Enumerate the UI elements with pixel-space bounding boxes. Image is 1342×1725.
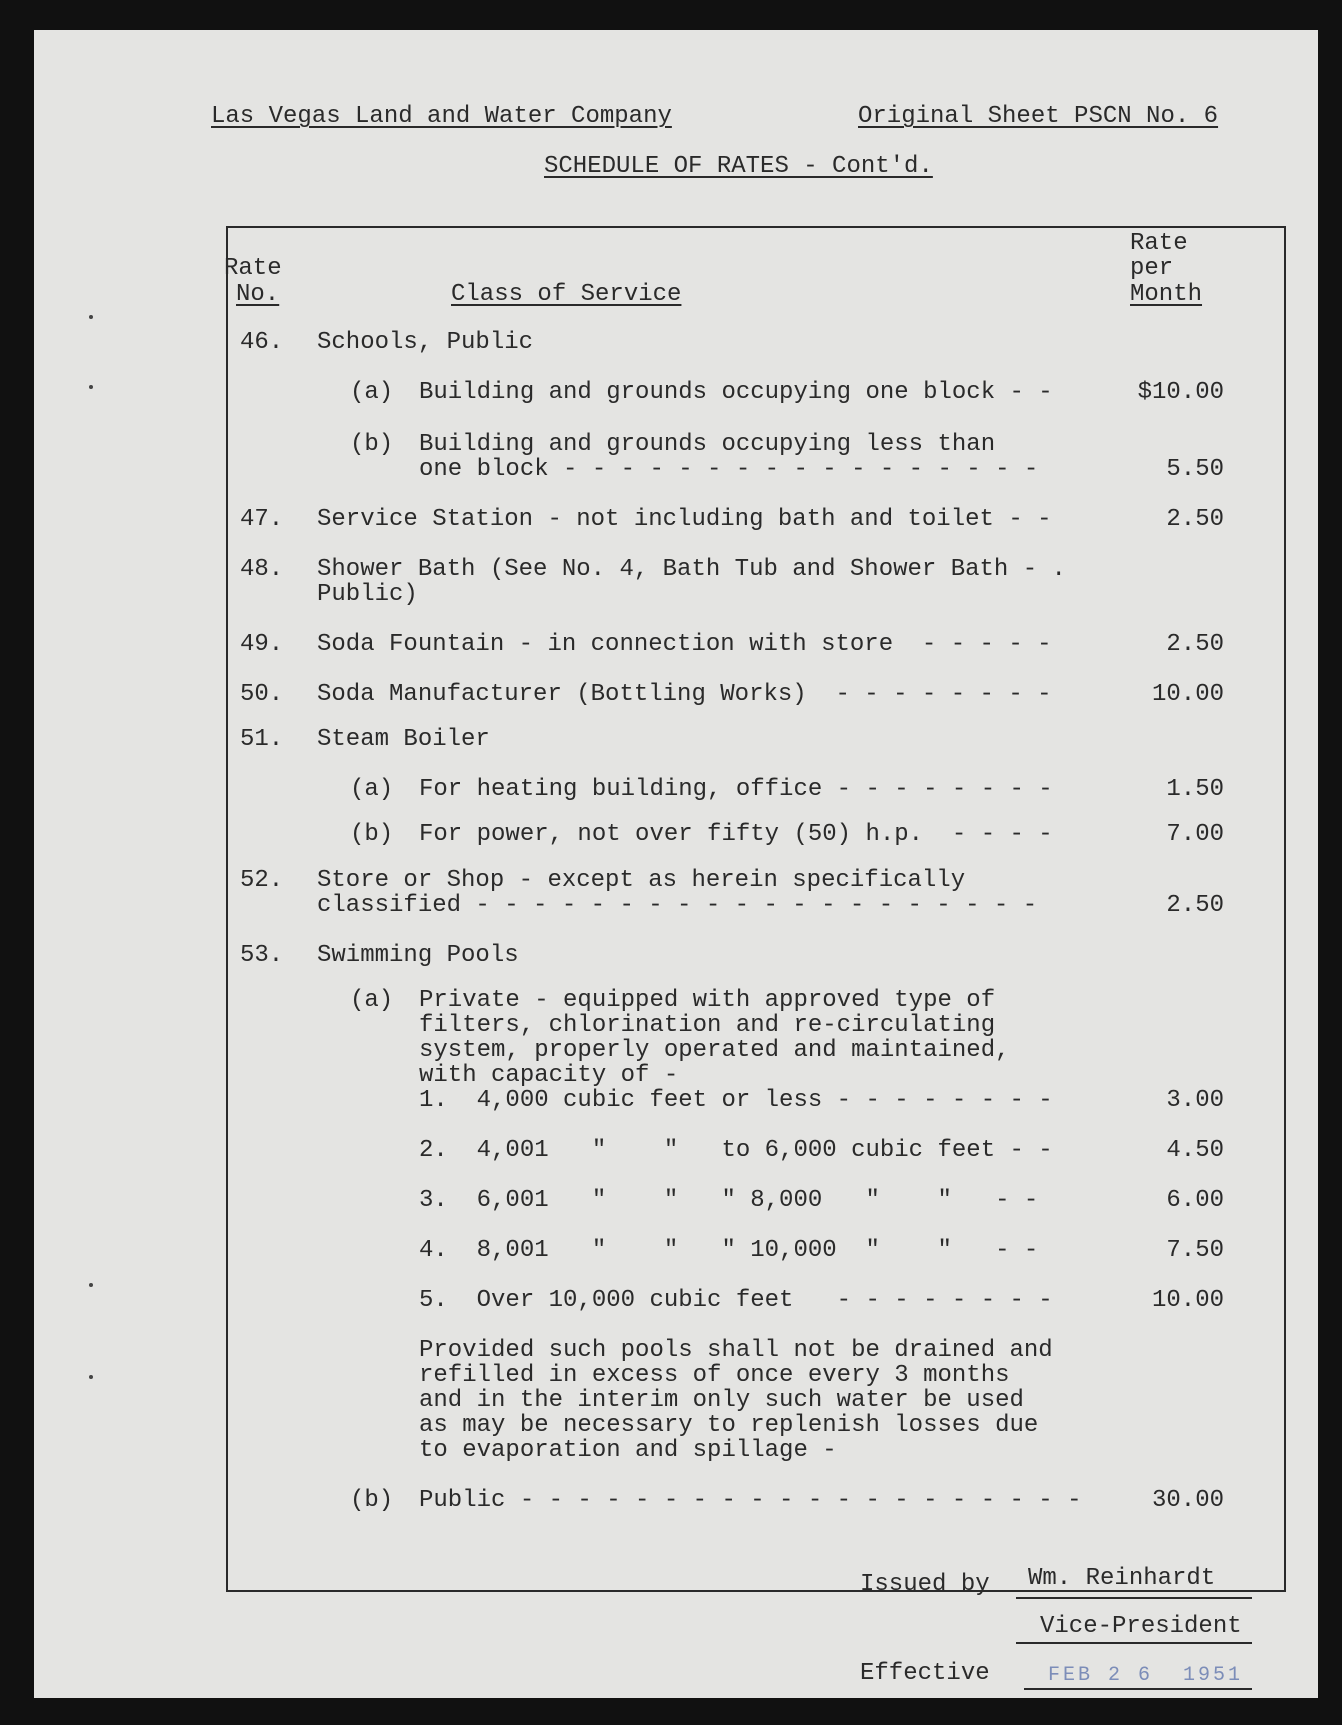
issuer-title: Vice-President xyxy=(1040,1613,1242,1640)
service-description: to evaporation and spillage - xyxy=(419,1437,837,1464)
effective-line xyxy=(1024,1688,1252,1690)
service-description: For heating building, office - - - - - - - - xyxy=(419,776,1053,803)
monthly-rate: 10.00 xyxy=(1151,681,1224,708)
service-description: Soda Fountain - in connection with store - - - - - xyxy=(317,631,1052,658)
service-description: and in the interim only such water be used xyxy=(419,1387,1024,1414)
sub-item-label: (a) xyxy=(350,776,394,803)
rate-number: 47. xyxy=(240,506,284,533)
service-description: refilled in excess of once every 3 months xyxy=(419,1362,1010,1389)
service-description: 3. 6,001 " " " 8,000 " " - - xyxy=(419,1187,1039,1214)
rate-number: 48. xyxy=(240,556,284,583)
company-name: Las Vegas Land and Water Company xyxy=(211,103,672,130)
sheet-number: Original Sheet PSCN No. 6 xyxy=(858,103,1219,130)
sub-item-label: (b) xyxy=(350,431,394,458)
rate-number: 46. xyxy=(240,329,284,356)
sub-item-label: (a) xyxy=(350,987,394,1014)
signature-line xyxy=(1016,1597,1252,1599)
service-description: For power, not over fifty (50) h.p. - - - - xyxy=(419,821,1053,848)
service-description: one block - - - - - - - - - - - - - - - - - xyxy=(419,456,1039,483)
issued-by-name: Wm. Reinhardt xyxy=(1028,1565,1216,1592)
document-title: SCHEDULE OF RATES - Cont'd. xyxy=(544,153,933,180)
monthly-rate: 4.50 xyxy=(1166,1137,1224,1164)
rate-number: 53. xyxy=(240,942,284,969)
service-description: Service Station - not including bath and toilet - - xyxy=(317,506,1052,533)
service-description: Public - - - - - - - - - - - - - - - - - - - - xyxy=(419,1487,1082,1514)
service-description: system, properly operated and maintained, xyxy=(419,1037,1010,1064)
service-description: Building and grounds occupying one block - - xyxy=(419,379,1053,406)
service-description: Public) xyxy=(317,581,418,608)
rate-number: 52. xyxy=(240,867,284,894)
service-description: Swimming Pools xyxy=(317,942,519,969)
service-description: Building and grounds occupying less than xyxy=(419,431,996,458)
service-description: as may be necessary to replenish losses due xyxy=(419,1412,1039,1439)
service-description: Shower Bath (See No. 4, Bath Tub and Shower Bath - . xyxy=(317,556,1066,583)
monthly-rate: 7.00 xyxy=(1166,821,1224,848)
service-description: Soda Manufacturer (Bottling Works) - - - - - - - - xyxy=(317,681,1052,708)
margin-dot xyxy=(89,385,93,389)
class-of-service-header: Class of Service xyxy=(451,281,682,308)
document-page xyxy=(34,30,1318,1698)
sub-item-label: (b) xyxy=(350,821,394,848)
rate-number: 49. xyxy=(240,631,284,658)
service-description: Private - equipped with approved type of xyxy=(419,987,996,1014)
service-description: with capacity of - xyxy=(419,1062,679,1089)
monthly-rate: 2.50 xyxy=(1166,631,1224,658)
rate-number: 50. xyxy=(240,681,284,708)
margin-dot xyxy=(89,1283,93,1287)
monthly-rate: 2.50 xyxy=(1166,892,1224,919)
effective-label: Effective xyxy=(860,1660,990,1687)
monthly-rate: 2.50 xyxy=(1166,506,1224,533)
rate-number: 51. xyxy=(240,726,284,753)
service-description: Provided such pools shall not be drained and xyxy=(419,1337,1053,1364)
service-description: Schools, Public xyxy=(317,329,534,356)
service-description: classified - - - - - - - - - - - - - - - - - - - - xyxy=(317,892,1038,919)
service-description: 2. 4,001 " " to 6,000 cubic feet - - xyxy=(419,1137,1053,1164)
monthly-rate: 7.50 xyxy=(1166,1237,1224,1264)
monthly-rate: 30.00 xyxy=(1151,1487,1224,1514)
effective-date-stamp: FEB 2 6 1951 xyxy=(1048,1664,1244,1687)
monthly-rate: $10.00 xyxy=(1137,379,1224,406)
monthly-rate: 10.00 xyxy=(1151,1287,1224,1314)
service-description: filters, chlorination and re-circulating xyxy=(419,1012,996,1039)
monthly-rate: 6.00 xyxy=(1166,1187,1224,1214)
service-description: 1. 4,000 cubic feet or less - - - - - - - - xyxy=(419,1087,1053,1114)
issued-by-label: Issued by xyxy=(860,1571,990,1598)
rate-no-header-top: Rate xyxy=(224,255,282,282)
sub-item-label: (b) xyxy=(350,1487,394,1514)
rate-header-line1: Rate xyxy=(1130,230,1188,257)
monthly-rate: 5.50 xyxy=(1166,456,1224,483)
margin-dot xyxy=(89,315,93,319)
sub-item-label: (a) xyxy=(350,379,394,406)
service-description: 5. Over 10,000 cubic feet - - - - - - - - xyxy=(419,1287,1053,1314)
monthly-rate: 3.00 xyxy=(1166,1087,1224,1114)
rate-header-line2: per xyxy=(1130,255,1174,282)
service-description: 4. 8,001 " " " 10,000 " " - - xyxy=(419,1237,1039,1264)
monthly-rate: 1.50 xyxy=(1166,776,1224,803)
title-line xyxy=(1016,1642,1252,1644)
rate-header-line3: Month xyxy=(1130,281,1203,308)
service-description: Steam Boiler xyxy=(317,726,490,753)
rate-no-header-bottom: No. xyxy=(236,281,280,308)
service-description: Store or Shop - except as herein specifically xyxy=(317,867,966,894)
margin-dot xyxy=(89,1375,93,1379)
